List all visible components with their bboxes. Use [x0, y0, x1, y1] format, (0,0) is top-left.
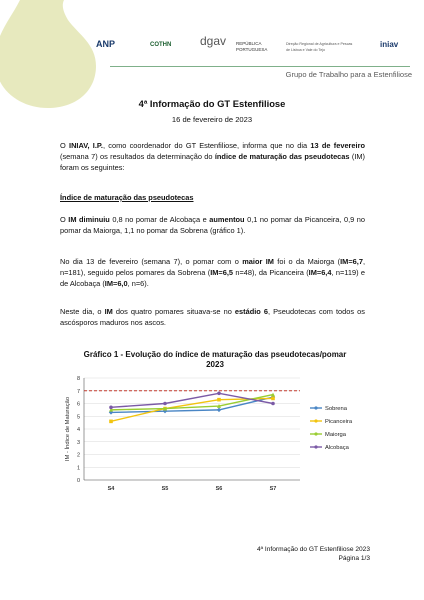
- page-footer: [257, 545, 370, 563]
- page-number: Página 1/3: [338, 555, 370, 562]
- legend-marker: [314, 432, 317, 435]
- section-subtitle: Índice de maturação das pseudotecas: [60, 193, 194, 202]
- republica-logo: REPÚBLICA PORTUGUESA: [236, 41, 268, 52]
- x-tick-label: S7: [269, 486, 277, 492]
- y-tick-label: 4: [76, 427, 80, 433]
- legend-label: Maiorga: [325, 432, 346, 438]
- y-tick-label: 0: [76, 478, 80, 484]
- paragraph-stage: Neste dia, o IM dos quatro pomares situava-se no estádio 6, Pseudotecas com todos os ascósporos maduros nos ascos.: [60, 307, 365, 327]
- data-point: [217, 398, 221, 402]
- legend-label: Alcobaça: [325, 445, 349, 451]
- legend-marker: [314, 406, 317, 409]
- maturation-line-chart: [60, 374, 370, 504]
- y-tick-label: 6: [76, 401, 80, 408]
- direcao-regional-logo: Direção Regional de Agricultura e Pescas de Lisboa e Vale do Tejo: [286, 42, 353, 52]
- chart-title: Gráfico 1 - Evolução do índice de maturação das pseudotecas/pomar 2023: [83, 350, 347, 369]
- y-tick-label: 3: [76, 439, 80, 446]
- paragraph-intro: O INIAV, I.P., como coordenador do GT Estenfiliose, informa que no dia 13 de fevereiro (semana 7) os resultados da determinação do índice de maturação das pseudotecas (IM) foram os seguintes:: [60, 141, 365, 172]
- y-tick-label: 5: [76, 414, 80, 421]
- document-title: 4ª Informação do GT Estenfiliose: [138, 98, 286, 109]
- legend-label: Picanceira: [325, 419, 353, 425]
- data-point: [109, 420, 113, 424]
- x-tick-label: S4: [107, 486, 115, 492]
- iniav-logo: iniav: [380, 40, 399, 49]
- legend-marker: [314, 419, 317, 422]
- y-tick-label: 8: [76, 376, 80, 382]
- legend-marker: [314, 445, 317, 448]
- partner-logos: [96, 34, 412, 66]
- data-point: [217, 392, 221, 396]
- data-point: [217, 408, 221, 412]
- data-point: [271, 397, 275, 401]
- anp-logo: ANP: [96, 39, 116, 49]
- y-tick-label: 7: [76, 388, 80, 395]
- x-tick-label: S6: [215, 486, 223, 492]
- paragraph-variation: O IM diminuiu 0,8 no pomar de Alcobaça e aumentou 0,1 no pomar da Picanceira, 0,9 no pomar da Maiorga, 1,1 no pomar da Sobrena (gráfico 1).: [60, 215, 365, 235]
- x-tick-label: S5: [161, 486, 169, 492]
- header-divider: [110, 66, 410, 67]
- cothn-logo: COTHN: [150, 42, 172, 48]
- data-point: [271, 402, 275, 406]
- y-tick-label: 1: [76, 465, 80, 472]
- dgav-logo: dgav: [200, 34, 227, 48]
- data-point: [109, 406, 113, 410]
- legend-label: Sobrena: [325, 406, 347, 412]
- footer-title: 4ª Informação do GT Estenfiliose 2023: [256, 546, 370, 553]
- y-axis-label: IM - Índice de Maturação: [65, 396, 71, 462]
- y-tick-label: 2: [76, 452, 80, 459]
- document-date: 16 de fevereiro de 2023: [171, 115, 253, 124]
- group-name: Grupo de Trabalho para a Estenfiliose: [285, 70, 412, 79]
- pear-logo: [0, 0, 110, 110]
- paragraph-ranking: No dia 13 de fevereiro (semana 7), o pomar com o maior IM foi o da Maiorga (IM=6,7, n=181), seguido pelos pomares da Sobrena (IM=6,5 n=48), da Picanceira (IM=6,4, n=119) e de Alcobaça (IM=6,0, n=6).: [60, 257, 365, 288]
- data-point: [163, 402, 167, 406]
